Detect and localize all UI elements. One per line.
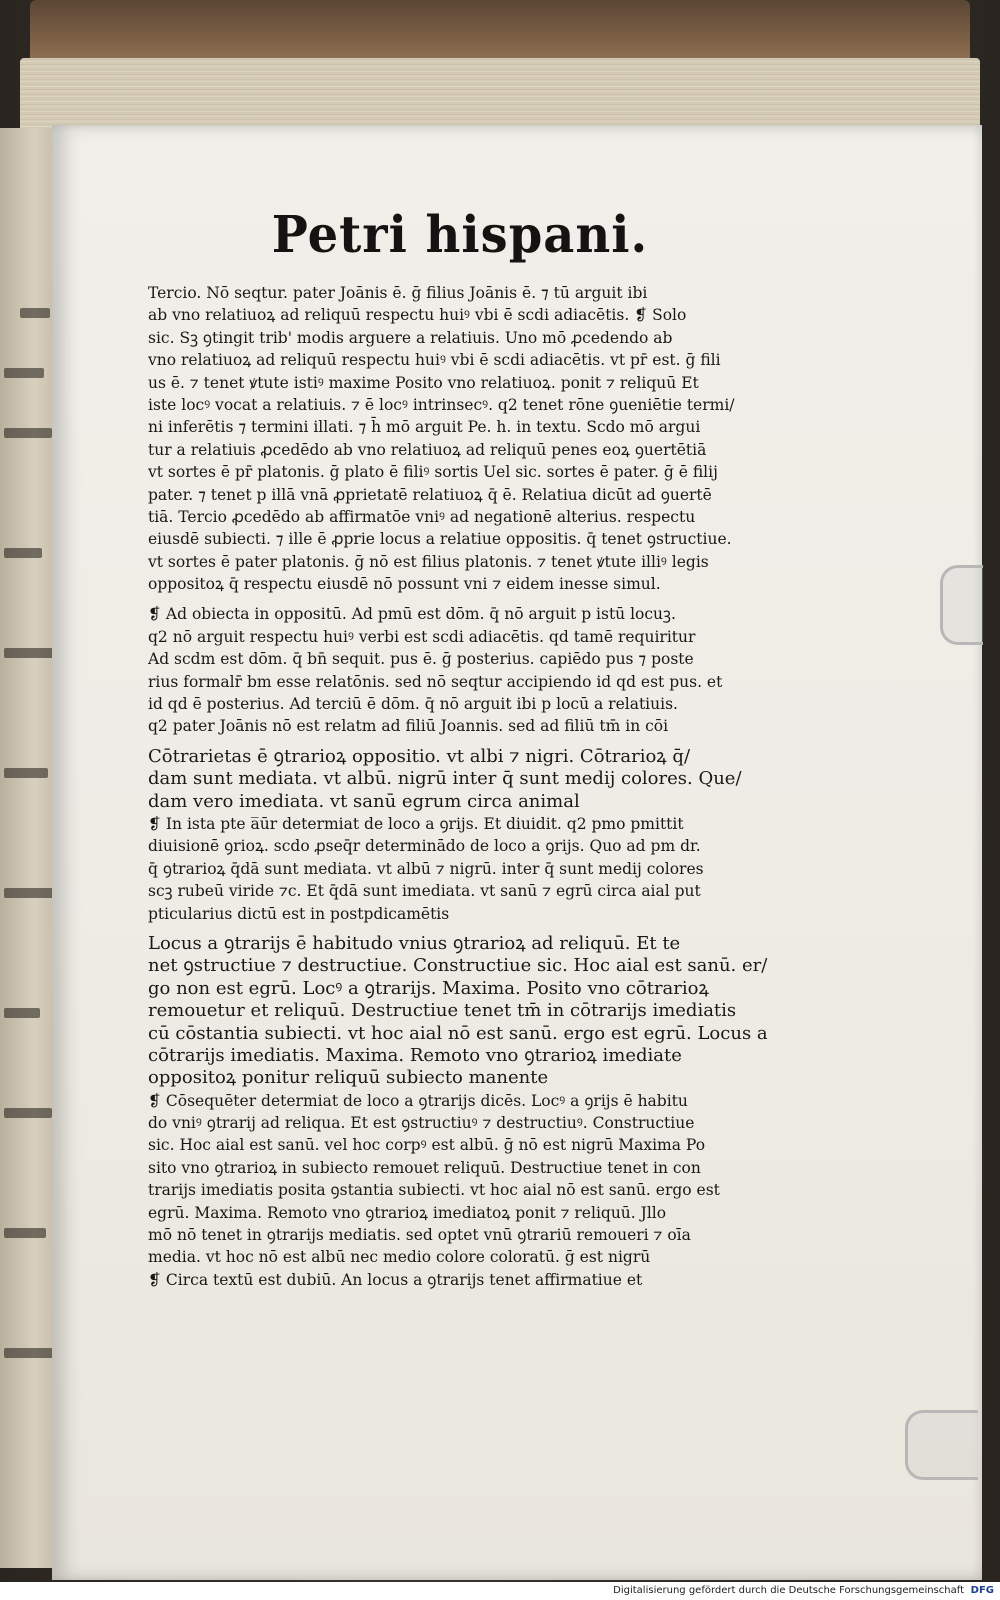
text-line: Tercio. Nō seqtur. pater Joānis ē. ḡ filius Joānis ē. ⁊ tū arguit ibi xyxy=(148,284,648,302)
text-line: sito vno ꝯtrarioꝝ in subiecto remouet reliquū. Destructiue tenet in con xyxy=(148,1158,701,1177)
text-line: ❡ Ad obiecta in oppositū. Ad pmū est dōm. q̄ nō arguit p istū locuꝫ. xyxy=(148,605,676,624)
text-line: egrū. Maxima. Remoto vno ꝯtrarioꝝ imediatoꝝ ponit ⁊ reliquū. Jllo xyxy=(148,1203,667,1222)
text-line: id qd ē posterius. Ad terciū ē dōm. q̄ nō arguit ibi p locū a relatiuis. xyxy=(148,695,678,714)
facing-page-text-fragment xyxy=(4,768,48,778)
text-line: vt sortes ē pr̄ platonis. ḡ plato ē filiꝰ sortis Uel sic. sortes ē pater. ḡ ē filij xyxy=(148,463,718,482)
text-line: ni inferētis ⁊ termini illati. ⁊ h̄ mō arguit Pe. h. in textu. Scdo mō argui xyxy=(148,418,701,437)
text-line: iste locꝰ vocat a relatiuis. ⁊ ē locꝰ intrinsecꝰ. q2 tenet rōne ꝯueniētie termi/ xyxy=(148,395,735,414)
funding-credit: Digitalisierung gefördert durch die Deutsche Forschungsgemeinschaft xyxy=(613,1585,964,1596)
facing-page-text-fragment xyxy=(4,1108,52,1118)
book-cover-top xyxy=(30,0,970,60)
text-line: pater. ⁊ tenet p illā vnā ꝓprietatē relatiuoꝝ q̄ ē. Relatiua dicūt ad ꝯuertē xyxy=(148,485,712,504)
footer-bar xyxy=(0,1582,1000,1600)
facing-page-text-fragment xyxy=(4,368,44,378)
text-line: vno relatiuoꝝ ad reliquū respectu huiꝰ vbi ē scdi adiacētis. vt pr̄ est. ḡ fili xyxy=(148,351,721,370)
text-line: ❡ Circa textū est dubiū. An locus a ꝯtrarijs tenet affirmatiue et xyxy=(148,1270,643,1289)
text-line: eiusdē subiecti. ⁊ ille ē ꝓprie locus a relatiue oppositis. q̄ tenet ꝯstructiue. xyxy=(148,530,732,549)
text-line: pticularius dictū est in postpdicamētis xyxy=(148,904,450,923)
text-line: Ad scdm est dōm. q̄ bn̄ sequit. pus ē. ḡ posterius. capiēdo pus ⁊ poste xyxy=(148,650,694,669)
text-line: net ꝯstructiue ⁊ destructiue. Constructiue sic. Hoc aial est sanū. er/ xyxy=(148,955,768,977)
text-line: cōtrarijs imediatis. Maxima. Remoto vno ꝯtrarioꝝ imediate xyxy=(148,1044,682,1066)
text-line: rius formalr̄ bm esse relatōnis. sed nō seqtur accipiendo id qd est pus. et xyxy=(148,672,723,691)
text-line: remouetur et reliquū. Destructiue tenet tm̄ in cōtrarijs imediatis xyxy=(148,1000,737,1022)
facing-page-text-fragment xyxy=(4,648,54,658)
text-line: mō nō tenet in ꝯtrarijs mediatis. sed optet vnū ꝯtrariū remoueri ⁊ oīa xyxy=(148,1226,691,1245)
text-line: ❡ Cōsequēter determiat de loco a ꝯtrarijs dicēs. Locꝰ a ꝯrijs ē habitu xyxy=(148,1091,688,1110)
text-line: q̄ ꝯtrarioꝝ q̄dā sunt mediata. vt albū ⁊ nigrū. inter q̄ sunt medij colores xyxy=(148,859,704,878)
text-line: tur a relatiuis ꝓcedēdo ab vno relatiuoꝝ ad reliquū penes eoꝝ ꝯuertētiā xyxy=(148,440,707,459)
text-line: q2 pater Joānis nō est relatm ad filiū Joannis. sed ad filiū tm̄ in cōi xyxy=(148,717,669,736)
text-line: ab vno relatiuoꝝ ad reliquū respectu huiꝰ vbi ē scdi adiacētis. ❡ Solo xyxy=(148,306,687,325)
page-clip xyxy=(905,1410,978,1480)
text-line: Cōtrarietas ē ꝯtrarioꝝ oppositio. vt albi ⁊ nigri. Cōtrarioꝝ q̄/ xyxy=(148,745,691,767)
text-line: vt sortes ē pater platonis. ḡ nō est filius platonis. ⁊ tenet ꝟtute illiꝰ legis xyxy=(148,552,709,571)
text-line: oppositoꝝ q̄ respectu eiusdē nō possunt vni ⁊ eidem inesse simul. xyxy=(148,575,661,594)
text-line: tiā. Tercio ꝓcedēdo ab affirmatōe vniꝰ ad negationē alterius. respectu xyxy=(148,507,696,526)
text-line: Locus a ꝯtrarijs ē habitudo vnius ꝯtrarioꝝ ad reliquū. Et te xyxy=(148,932,681,954)
facing-page-text-fragment xyxy=(20,308,50,318)
text-line: q2 nō arguit respectu huiꝰ verbi est scdi adiacētis. qd tamē requiritur xyxy=(148,627,696,646)
text-line: do vniꝰ ꝯtrarij ad reliqua. Et est ꝯstructiuꝰ ⁊ destructiuꝰ. Constructiue xyxy=(148,1114,695,1133)
text-line: oppositoꝝ ponitur reliquū subiecto manente xyxy=(148,1067,549,1089)
facing-page-text-fragment xyxy=(4,888,54,898)
page-heading: Petri hispani. xyxy=(271,205,649,265)
text-line: sic. Hoc aial est sanū. vel hoc corpꝰ est albū. ḡ nō est nigrū Maxima Po xyxy=(148,1136,706,1155)
text-line: dam vero imediata. vt sanū egrum circa animal xyxy=(148,790,580,812)
text-line: dam sunt mediata. vt albū. nigrū inter q̄ sunt medij colores. Que/ xyxy=(148,768,742,790)
text-line: trarijs imediatis posita ꝯstantia subiecti. vt hoc aial nō est sanū. ergo est xyxy=(148,1181,720,1200)
facing-page-text-fragment xyxy=(4,1228,46,1238)
text-line: sic. Sꝫ ꝯtingit trib' modis arguere a relatiuis. Uno mō ꝓcedendo ab xyxy=(148,328,673,347)
text-line: diuisionē ꝯrioꝝ. scdo ꝓseq̄r determinādo de loco a ꝯrijs. Quo ad pm dr. xyxy=(148,837,701,856)
page-clip xyxy=(940,565,983,645)
dfg-logo: DFG xyxy=(970,1585,994,1596)
text-line: go non est egrū. Locꝰ a ꝯtrarijs. Maxima. Posito vno cōtrarioꝝ xyxy=(148,977,709,999)
facing-page-text-fragment xyxy=(4,1348,54,1358)
facing-page-text-fragment xyxy=(4,428,52,438)
text-line: ❡ In ista pte a̅ūr determiat de loco a ꝯrijs. Et diuidit. q2 pmo pmittit xyxy=(148,814,684,833)
facing-page-text-fragment xyxy=(4,548,42,558)
text-line: media. vt hoc nō est albū nec medio colore coloratū. ḡ est nigrū xyxy=(148,1248,651,1267)
facing-page-text-fragment xyxy=(4,1008,40,1018)
body-text xyxy=(148,282,788,1291)
text-line: cū cōstantia subiecti. vt hoc aial nō est sanū. ergo est egrū. Locus a xyxy=(148,1022,768,1044)
text-line: scꝫ rubeū viride ⁊c. Et q̄dā sunt imediata. vt sanū ⁊ egrū circa aial put xyxy=(148,882,701,901)
text-line: us ē. ⁊ tenet ꝟtute istiꝰ maxime Posito vno relatiuoꝝ. ponit ⁊ reliquū Et xyxy=(148,373,699,392)
